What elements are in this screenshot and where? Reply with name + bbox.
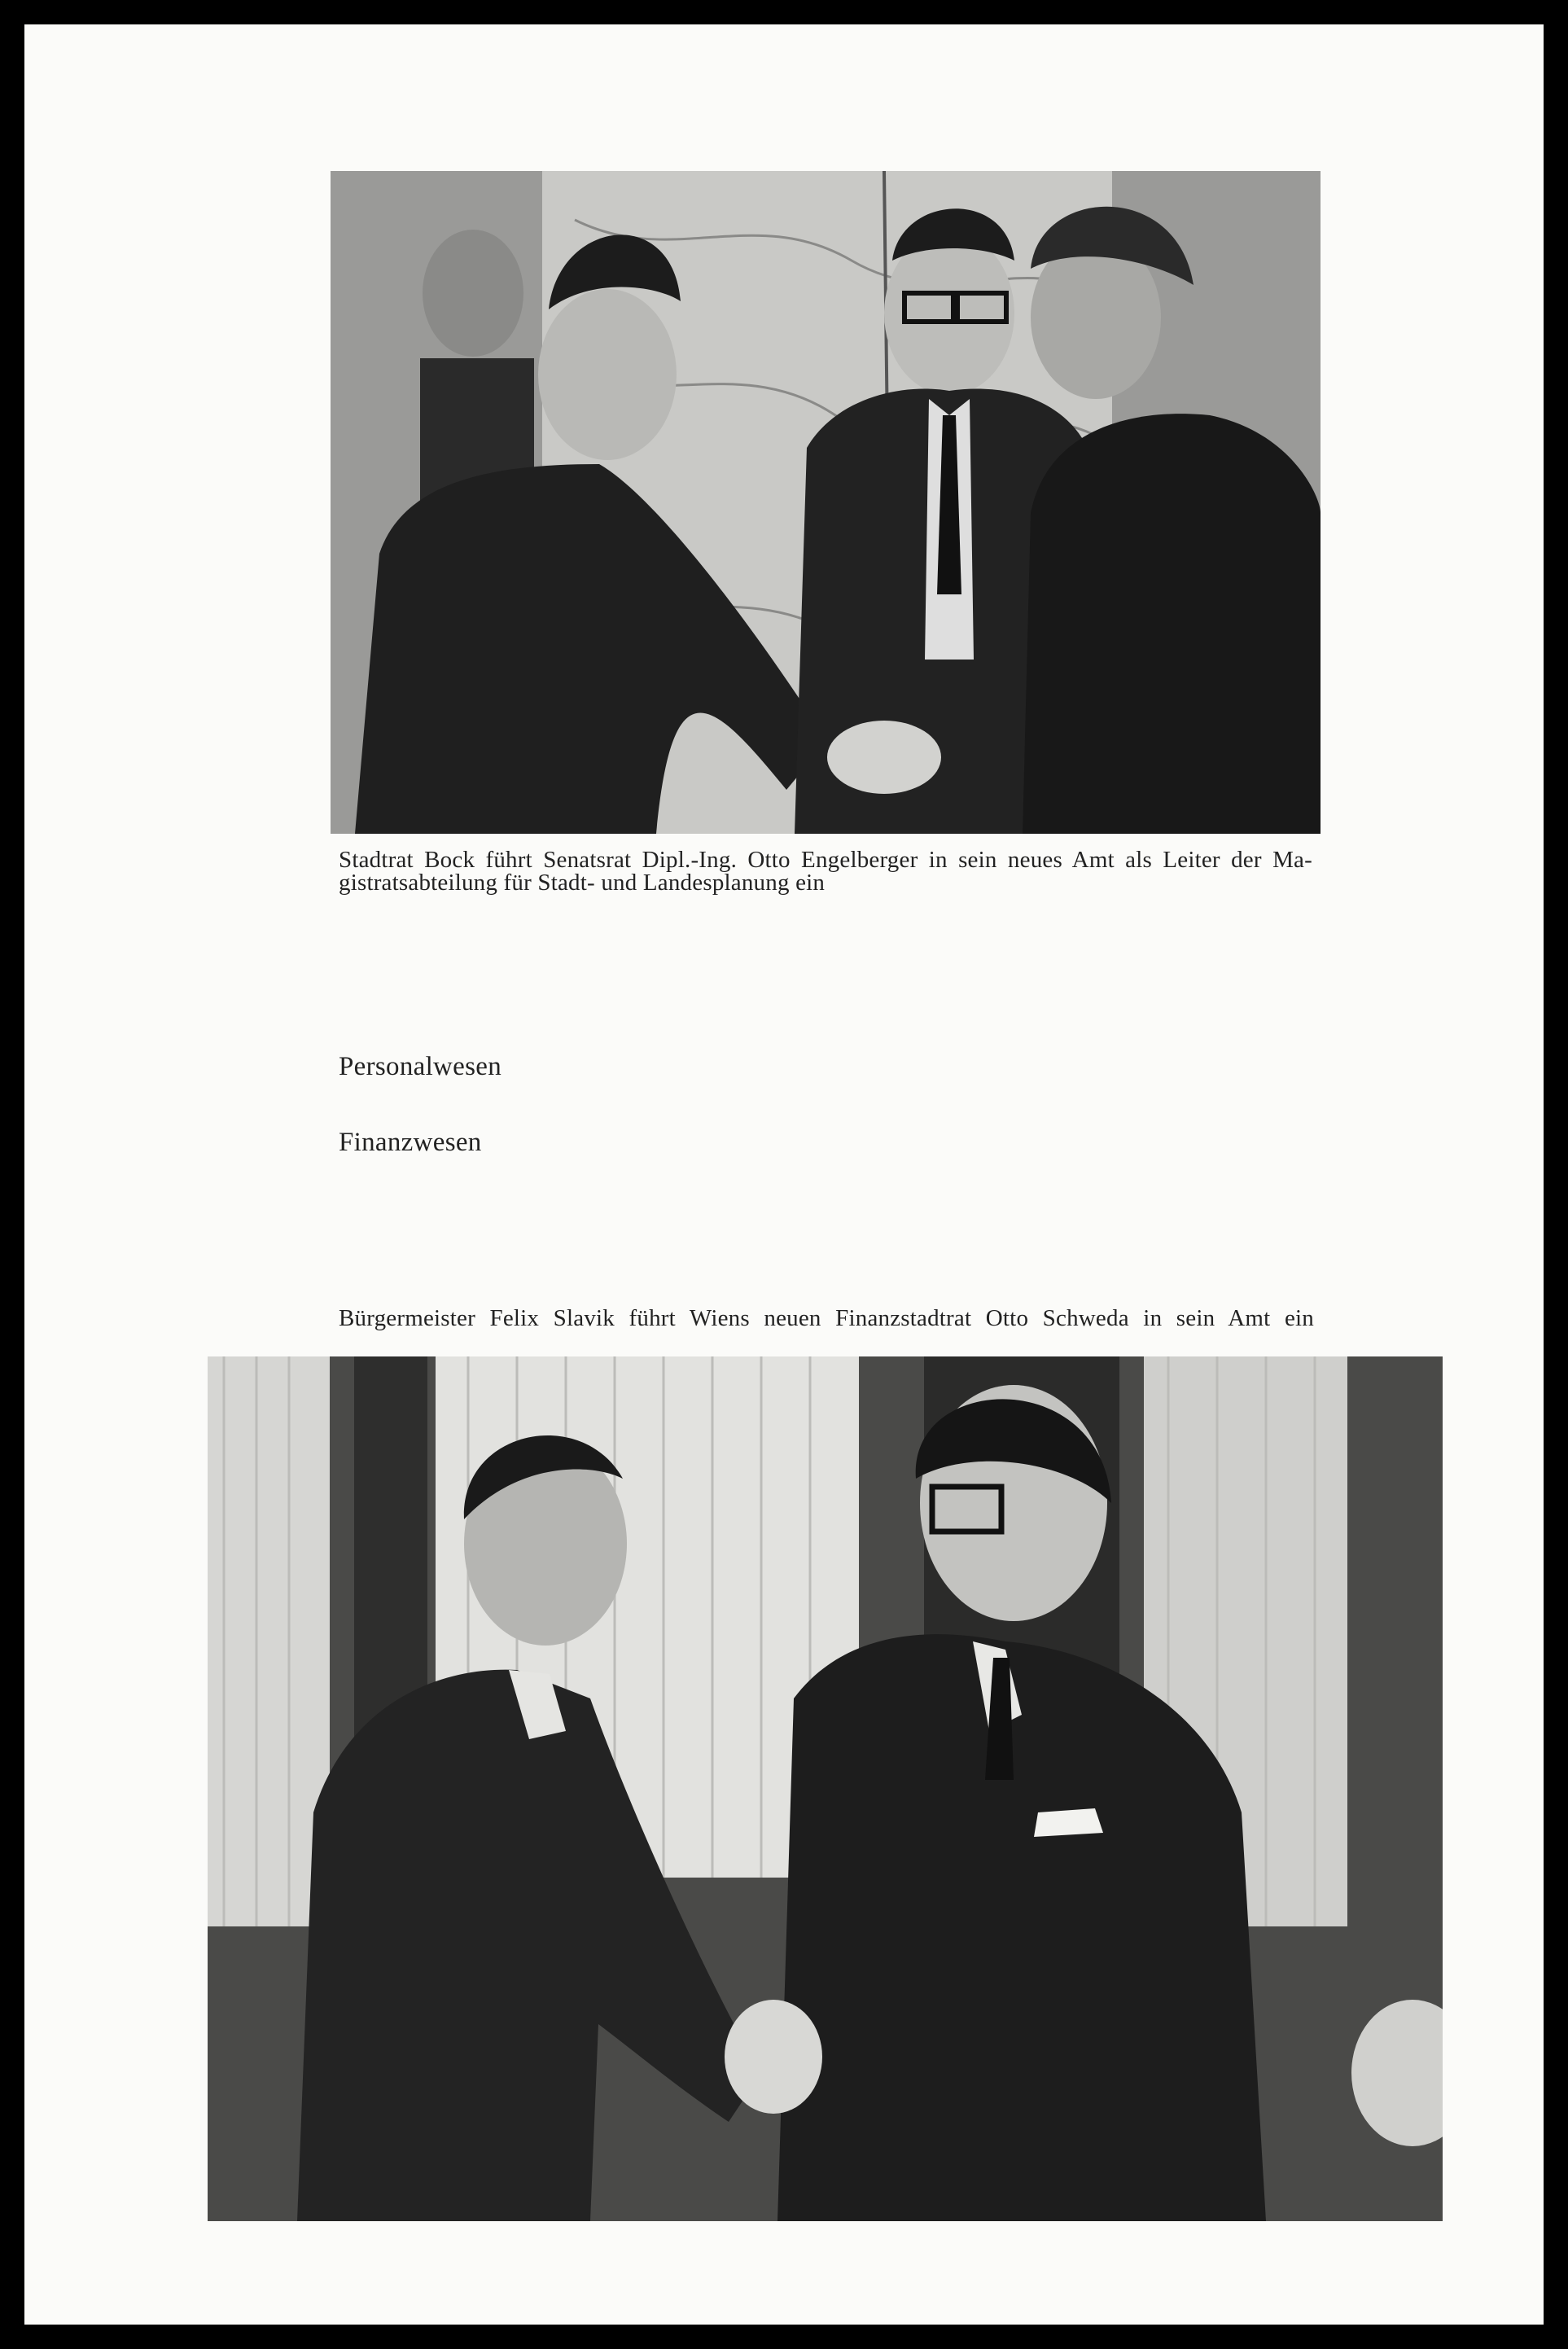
section-heading-personalwesen: Personalwesen [339,1052,502,1081]
section-heading-finanzwesen: Finanzwesen [339,1128,482,1157]
photo-top-illustration [331,171,1321,834]
photo-handshake-engelberger [331,171,1321,834]
document-page [24,24,1544,2325]
caption-top-line-1: Stadtrat Bock führt Senatsrat Dipl.-Ing. Otto Engelberger in sein neues Amt als Leiter der Ma- [339,847,1312,873]
caption-top [339,848,1312,894]
caption-top-line-2: gistratsabteilung für Stadt- und Landesplanung ein [339,870,826,896]
photo-bottom-illustration [208,1356,1443,2221]
caption-bottom: Bürgermeister Felix Slavik führt Wiens neuen Finanzstadtrat Otto Schweda in sein Amt ein [339,1305,1314,1331]
photo-handshake-schweda [208,1356,1443,2221]
